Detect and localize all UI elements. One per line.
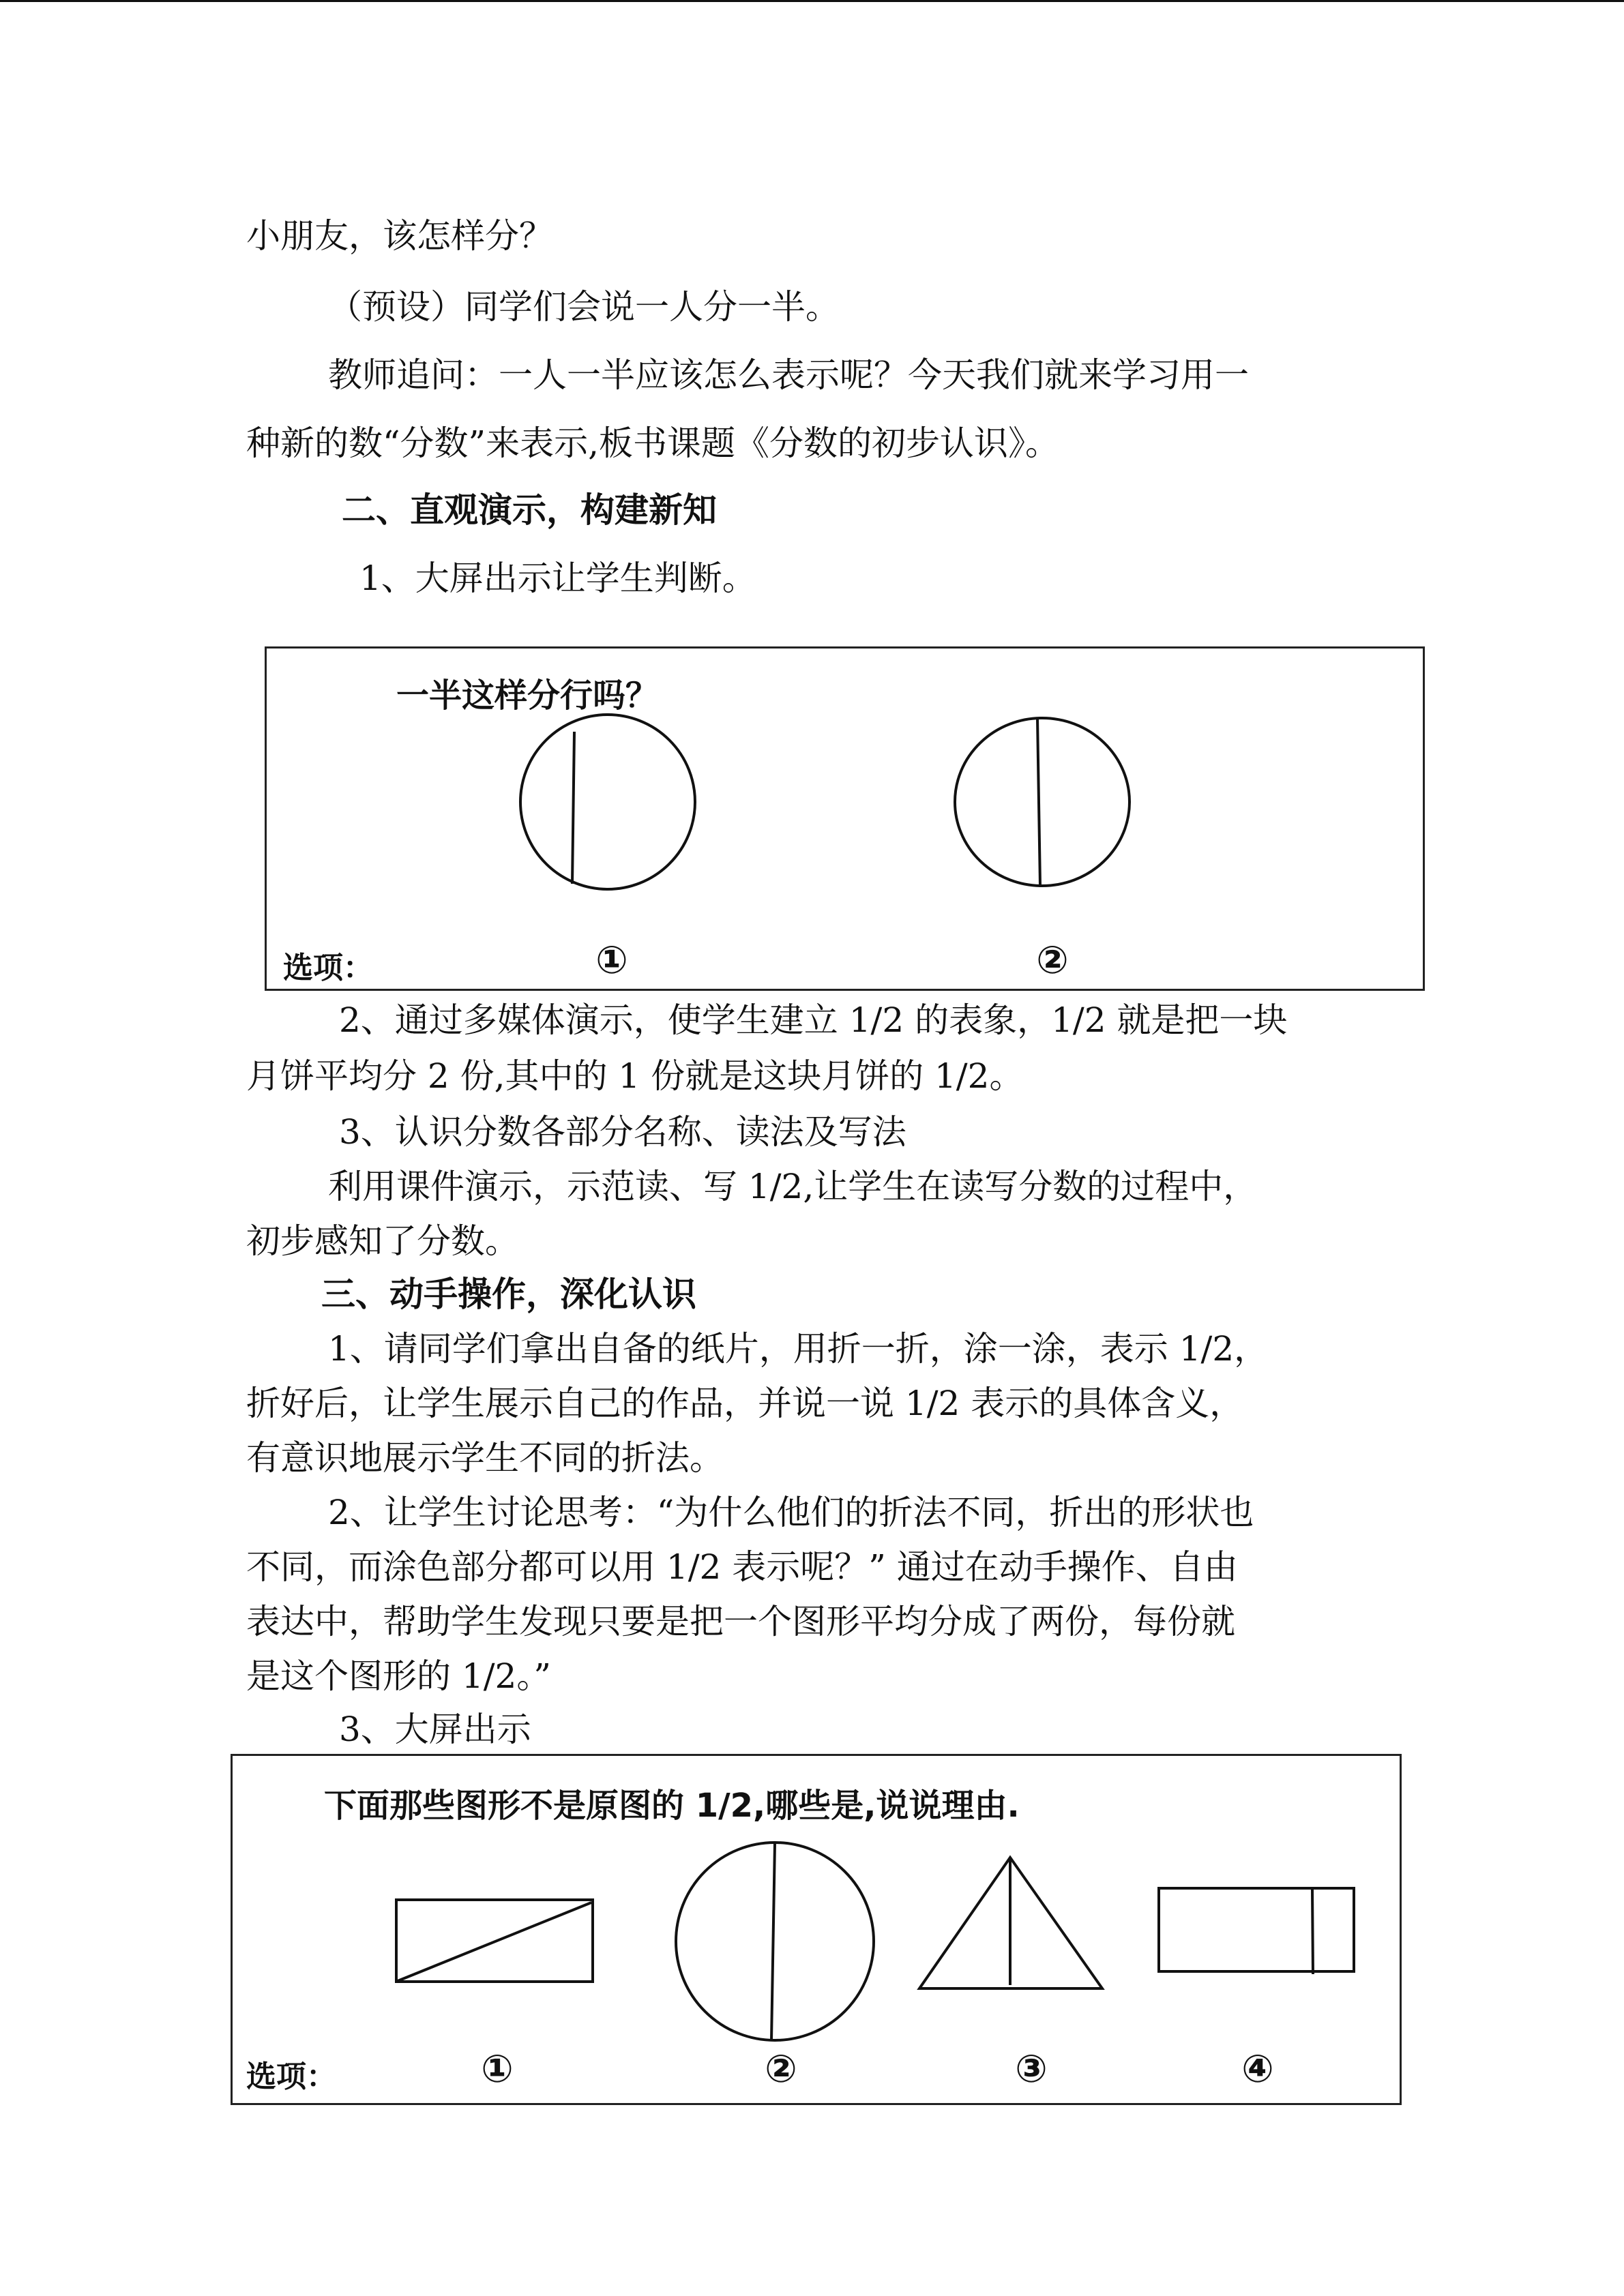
task-1-line2: 折好后，让学生展示自己的作品，并说一说 1/2 表示的具体含义， (246, 1384, 1244, 1423)
task-2-line3: 表达中，帮助学生发现只要是把一个图形平均分成了两份，每份就 (246, 1602, 1235, 1641)
rectangle-option-1-diagonal (398, 1903, 591, 1981)
task-2-line2: 不同，而涂色部分都可以用 1/2 表示呢？” 通过在动手操作、自由 (246, 1547, 1238, 1587)
paragraph-teacher-line2: 种新的数“分数”来表示,板书课题《分数的初步认识》。 (246, 423, 1060, 463)
task-2-line4: 是这个图形的 1/2。” (246, 1656, 551, 1696)
step-1: 1、大屏出示让学生判断。 (359, 558, 756, 598)
page-top-border (0, 0, 1624, 2)
step-2-line1: 2、通过多媒体演示，使学生建立 1/2 的表象，1/2 就是把一块 (339, 1000, 1288, 1040)
step-2-line2: 月饼平均分 2 份,其中的 1 份就是这块月饼的 1/2。 (246, 1056, 1024, 1096)
box1-option-1: ① (595, 938, 628, 983)
circle-option-2-divider (771, 1843, 775, 2040)
box2-options-label: 选项： (246, 2059, 336, 2094)
circle-option-2-divider (1037, 719, 1040, 886)
question-box-1 (265, 646, 1425, 991)
paragraph-teacher-line1: 教师追问：一人一半应该怎么表示呢？今天我们就来学习用一 (328, 355, 1249, 395)
box2-option-1: ① (481, 2047, 514, 2091)
box2-option-3: ③ (1015, 2047, 1048, 2091)
task-1-line3: 有意识地展示学生不同的折法。 (246, 1438, 724, 1478)
section-heading-3: 三、动手操作，深化认识 (321, 1274, 696, 1314)
task-2-line1: 2、让学生讨论思考：“为什么他们的折法不同，折出的形状也 (328, 1493, 1254, 1532)
circle-option-2 (955, 718, 1130, 886)
box1-option-2: ② (1036, 938, 1069, 983)
task-3: 3、大屏出示 (339, 1710, 531, 1749)
task-1-line1: 1、请同学们拿出自备的纸片，用折一折，涂一涂，表示 1/2， (328, 1329, 1269, 1369)
box2-option-4: ④ (1241, 2047, 1274, 2091)
box2-option-2: ② (765, 2047, 797, 2091)
paragraph-preset: （预设）同学们会说一人分一半。 (328, 287, 840, 327)
circle-option-1 (520, 715, 695, 889)
box1-options-label: 选项： (283, 951, 373, 985)
rectangle-option-4 (1159, 1888, 1354, 1971)
circle-figures-1 (267, 648, 1427, 993)
box2-title: 下面那些图形不是原图的 1/2,哪些是,说说理由. (324, 1787, 1020, 1825)
question-box-2 (231, 1754, 1402, 2105)
step-3-line1: 利用课件演示，示范读、写 1/2,让学生在读写分数的过程中， (328, 1167, 1258, 1206)
shape-figures-2 (233, 1756, 1404, 2107)
paragraph-question: 小朋友，该怎样分？ (246, 216, 553, 256)
step-3-line2: 初步感知了分数。 (246, 1221, 519, 1261)
rectangle-option-4-divider (1312, 1890, 1313, 1974)
step-3: 3、认识分数各部分名称、读法及写法 (339, 1112, 906, 1152)
section-heading-2: 二、直观演示，构建新知 (342, 490, 717, 530)
box1-title: 一半这样分行吗？ (396, 676, 659, 715)
circle-option-1-divider (572, 732, 574, 884)
